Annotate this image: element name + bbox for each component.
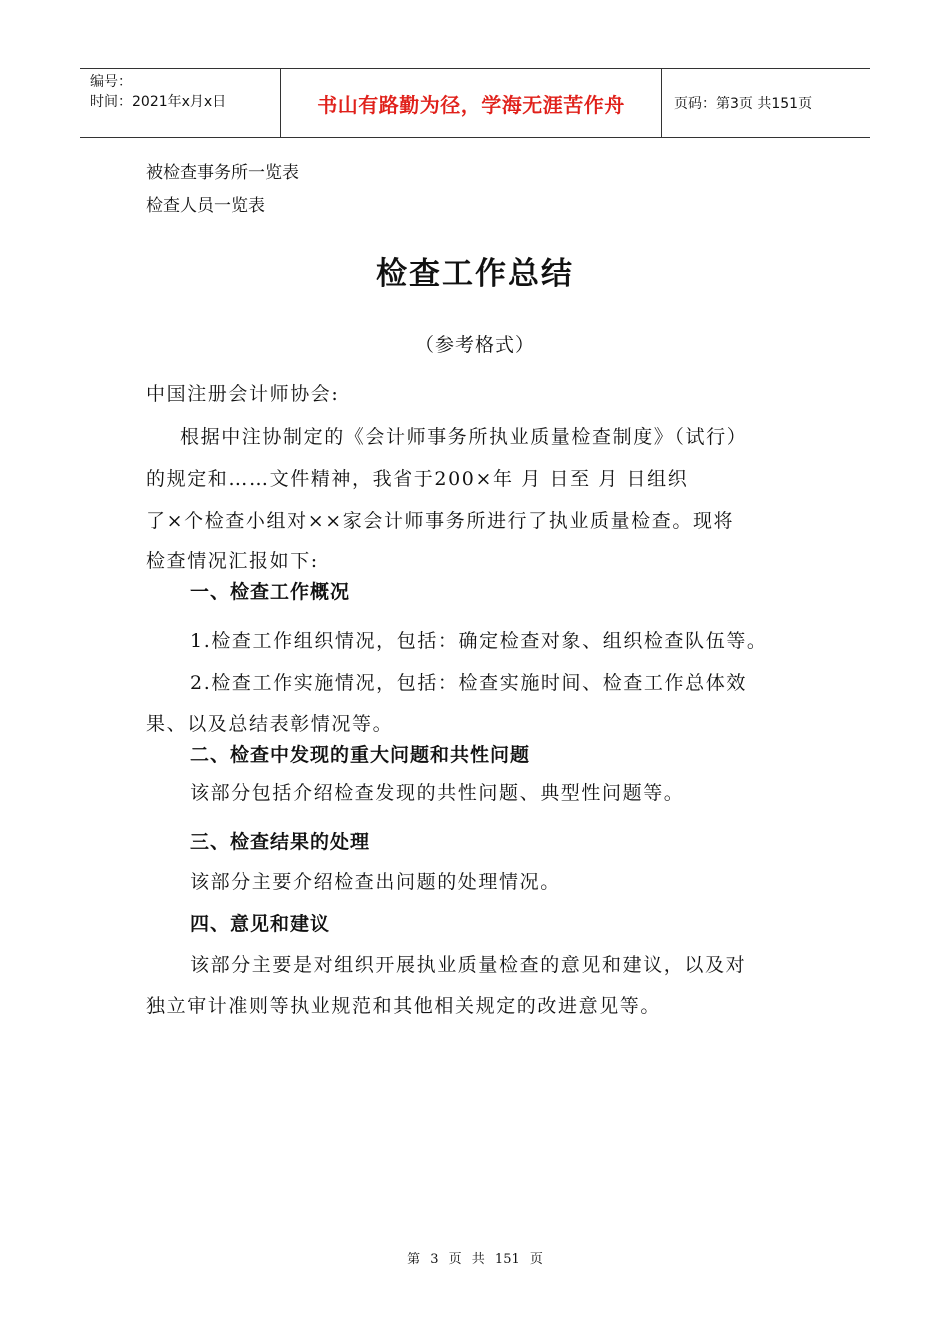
section4-line: 该部分主要是对组织开展执业质量检查的意见和建议，以及对 xyxy=(190,954,747,976)
page-footer: 第 3 页 共 151 页 xyxy=(407,1252,543,1267)
page-header xyxy=(80,68,870,138)
document-title: 检查工作总结 xyxy=(376,256,574,292)
header-motto-cell xyxy=(280,69,662,137)
section1-item: 果、以及总结表彰情况等。 xyxy=(146,713,394,735)
intro-line-2: 检查人员一览表 xyxy=(146,196,265,216)
paragraph-line: 根据中注协制定的《会计师事务所执业质量检查制度》（试行） xyxy=(180,426,748,448)
time-label: 时间：2021年x月x日 xyxy=(90,94,227,110)
section-heading-4: 四、意见和建议 xyxy=(190,913,331,935)
section4-line: 独立审计准则等执业规范和其他相关规定的改进意见等。 xyxy=(146,995,662,1017)
header-left-cell xyxy=(80,69,280,137)
section3-text: 该部分主要介绍检查出问题的处理情况。 xyxy=(190,871,561,893)
intro-line-1: 被检查事务所一览表 xyxy=(146,163,299,183)
paragraph-line: 检查情况汇报如下: xyxy=(146,550,319,572)
paragraph-line: 了×个检查小组对××家会计师事务所进行了执业质量检查。现将 xyxy=(146,510,735,532)
section-heading-1: 一、检查工作概况 xyxy=(190,581,351,603)
section-heading-3: 三、检查结果的处理 xyxy=(190,831,371,853)
number-label: 编号： xyxy=(90,74,132,90)
motto-text: 书山有路勤为径，学海无涯苦作舟 xyxy=(317,92,625,117)
section1-item: 1.检查工作组织情况，包括：确定检查对象、组织检查队伍等。 xyxy=(190,630,768,652)
document-subtitle: （参考格式） xyxy=(414,334,535,356)
salutation: 中国注册会计师协会: xyxy=(146,383,340,405)
paragraph-line: 的规定和……文件精神，我省于200×年 月 日至 月 日组织 xyxy=(146,468,689,490)
section2-text: 该部分包括介绍检查发现的共性问题、典型性问题等。 xyxy=(190,782,685,804)
section-heading-2: 二、检查中发现的重大问题和共性问题 xyxy=(190,744,531,766)
section1-item: 2.检查工作实施情况，包括：检查实施时间、检查工作总体效 xyxy=(190,672,747,694)
page-info: 页码：第3页 共151页 xyxy=(674,96,813,112)
